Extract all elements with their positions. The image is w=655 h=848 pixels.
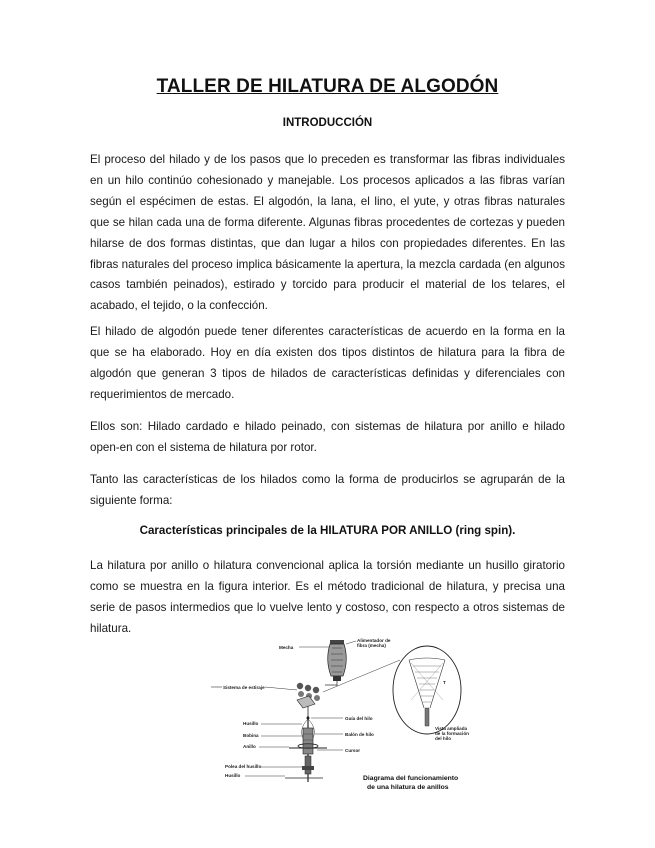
- ring-spinning-diagram: [205, 630, 490, 798]
- label-guia-hilo: Guía del hilo: [345, 716, 373, 721]
- label-balon-hilo: Balón de hilo: [345, 732, 374, 737]
- introduction-heading: INTRODUCCIÓN: [282, 117, 373, 129]
- label-alimentador-2: fibra (mecha): [357, 643, 386, 648]
- paragraph-1: El proceso del hilado y de los pasos que lo preceden es transformar las fibras individuales en un hilo continúo cohesionado y manejable. Los procesos aplicados a las fibras varían según el espécimen de estas. El algodón, la lana, el lino, el yute, y otras fibras naturales que se hilan cada una de forma diferente. Algunas fibras procedentes de cortezas y pueden hilarse de dos formas distintas, que dan lugar a hilos con propiedades diferentes. En las fibras naturales del proceso implica básicamente la apertura, la mezcla cardada (en algunos casos también peinados), estirado y torcido para producir el material de los telares, el acabado, el tejido, o la confección.: [90, 153, 565, 313]
- label-bobina: Bobina: [243, 733, 259, 738]
- label-polea: Polea del husillo: [225, 764, 262, 769]
- label-vista-1: Vista ampliada: [435, 726, 468, 731]
- ring-spin-paragraph: La hilatura por anillo o hilatura convencional aplica la torsión mediante un husillo giratorio como se muestra en la figura interior. Es el método tradicional de hilatura, y precisa una serie de pasos intermedios que lo vuelve lento y costoso, con respecto a otros sistemas de hilatura.: [90, 559, 565, 635]
- figure-caption-line-2: de una hilatura de anillos: [367, 784, 449, 791]
- label-vista-2: de la formación: [435, 731, 469, 736]
- magnified-view: [393, 646, 461, 734]
- label-sistema-estiraje: Sistema de estiraje: [223, 685, 265, 690]
- ring-spinning-diagram-svg: [205, 630, 490, 798]
- label-anillo: Anillo: [243, 744, 256, 749]
- label-alimentador: Alimentador de: [357, 638, 391, 643]
- paragraph-4: Tanto las características de los hilados como la forma de producirlos se agruparán de la siguiente forma:: [90, 473, 565, 507]
- label-mecha: Mecha: [279, 645, 294, 650]
- spindle-assembly: [285, 696, 327, 782]
- label-husillo: Husillo: [243, 721, 259, 726]
- ring-spin-heading: Características principales de la HILATURA POR ANILLO (ring spin).: [139, 524, 516, 537]
- document-title: TALLER DE HILATURA DE ALGODÓN: [156, 76, 499, 97]
- paragraph-3: Ellos son: Hilado cardado e hilado peinado, con sistemas de hilatura por anillo e hilado open-en con el sistema de hilatura por rotor.: [90, 420, 565, 454]
- label-cursor: Cursor: [345, 748, 361, 753]
- label-vista-3: del hilo: [435, 736, 452, 741]
- roving-bobbin: [328, 640, 347, 686]
- figure-caption-line-1: Diagrama del funcionamiento: [363, 775, 459, 782]
- paragraph-2: El hilado de algodón puede tener diferentes características de acuerdo en la forma en la que se ha elaborado. Hoy en día existen dos tipos distintos de hilatura para la fibra de algodón que generan 3 tipos de hilados de características definidas y diferenciales con requerimientos de mercado.: [90, 325, 565, 401]
- label-husillo-2: Husillo: [225, 773, 241, 778]
- label-t: T: [443, 680, 446, 685]
